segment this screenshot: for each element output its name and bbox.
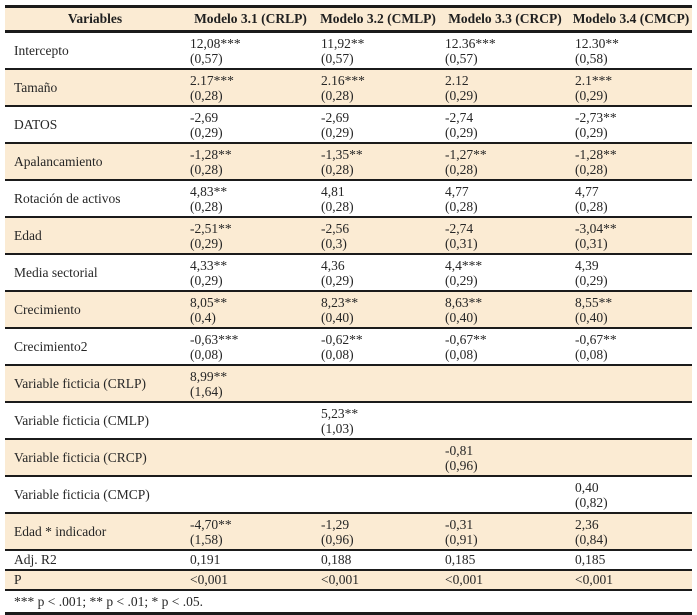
regression-table [5,5,692,615]
coefficient-cell [570,180,692,217]
coefficient-value: 4,4*** [445,257,483,273]
coefficient-cell [185,550,316,570]
standard-error: (0,29) [321,124,354,140]
standard-error: (0,40) [445,309,478,325]
standard-error: (0,31) [575,235,608,251]
coefficient-cell [316,180,440,217]
coefficient-value: -1,35** [321,146,363,162]
coefficient-cell [316,254,440,291]
coefficient-value: 4,36 [321,257,345,273]
coefficient-cell [440,106,570,143]
coefficient-cell [185,106,316,143]
table-row [5,254,692,291]
standard-error: (0,4) [190,309,216,325]
standard-error: (0,29) [445,272,478,288]
standard-error: (0,29) [190,272,223,288]
coefficient-value: 4,77 [445,183,469,199]
coefficient-cell [316,513,440,550]
coefficient-value: -3,04** [575,220,617,236]
coefficient-cell [570,254,692,291]
table-row [5,476,692,513]
variable-label: Variable ficticia (CRCP) [14,450,147,465]
table-row [5,570,692,590]
coefficient-value: <0,001 [445,572,483,587]
coefficient-cell [570,402,692,439]
coefficient-cell [185,365,316,402]
coefficient-cell [440,143,570,180]
header-row [5,7,692,32]
coefficient-cell [316,217,440,254]
standard-error: (0,31) [445,235,478,251]
column-header-modelo-3-1: Modelo 3.1 (CRLP) [185,7,316,32]
table-body [5,32,692,591]
footnote-row [5,590,692,614]
coefficient-value: <0,001 [575,572,613,587]
coefficient-value: -0,67** [445,331,487,347]
coefficient-value: -0,81 [445,442,474,458]
variable-label: Intercepto [14,43,69,58]
coefficient-cell [570,328,692,365]
coefficient-value: 8,05** [190,294,228,310]
coefficient-cell [440,291,570,328]
coefficient-value: 2.17*** [190,72,234,88]
coefficient-cell [185,291,316,328]
coefficient-cell [316,291,440,328]
coefficient-value: -2,69 [321,109,350,125]
variable-label: Edad [14,228,42,243]
coefficient-value: 4,81 [321,183,345,199]
coefficient-cell [316,550,440,570]
coefficient-cell [316,439,440,476]
coefficient-value: -2,69 [190,109,219,125]
coefficient-value: -0,63*** [190,331,239,347]
coefficient-cell [185,513,316,550]
coefficient-value: 0,40 [575,479,599,495]
coefficient-value: -1,28** [190,146,232,162]
standard-error: (0,08) [190,346,223,362]
coefficient-cell [185,476,316,513]
standard-error: (0,28) [190,161,223,177]
coefficient-cell [440,328,570,365]
table-row [5,402,692,439]
coefficient-cell [570,513,692,550]
standard-error: (1,64) [190,383,223,399]
coefficient-cell [316,570,440,590]
standard-error: (0,28) [321,161,354,177]
column-header-modelo-3-3: Modelo 3.3 (CRCP) [440,7,570,32]
coefficient-cell [185,570,316,590]
coefficient-cell [440,476,570,513]
standard-error: (0,29) [575,272,608,288]
coefficient-cell [440,365,570,402]
coefficient-value: -1,27** [445,146,487,162]
table-row [5,328,692,365]
regression-table-container [5,5,692,615]
coefficient-cell [440,254,570,291]
table-row [5,32,692,70]
coefficient-cell [570,69,692,106]
variable-label: Rotación de activos [14,191,121,206]
coefficient-value: -2,74 [445,220,474,236]
coefficient-value: 0,185 [575,552,606,567]
coefficient-value: -0,31 [445,516,474,532]
standard-error: (0,40) [575,309,608,325]
standard-error: (1,03) [321,420,354,436]
standard-error: (0,08) [321,346,354,362]
coefficient-value: 2.1*** [575,72,613,88]
standard-error: (0,08) [575,346,608,362]
table-row [5,217,692,254]
coefficient-value: 12,08*** [190,35,241,51]
variable-label: Crecimiento [14,302,81,317]
coefficient-value: 2,36 [575,516,599,532]
table-row [5,180,692,217]
standard-error: (0,58) [575,50,608,66]
table-row [5,550,692,570]
standard-error: (0,57) [321,50,354,66]
standard-error: (0,28) [445,161,478,177]
table-row [5,291,692,328]
variable-label: Variable ficticia (CMLP) [14,413,149,428]
coefficient-cell [185,180,316,217]
coefficient-value: 2.16*** [321,72,365,88]
coefficient-cell [570,439,692,476]
table-row [5,365,692,402]
coefficient-cell [185,69,316,106]
standard-error: (0,28) [445,198,478,214]
variable-label: Variable ficticia (CMCP) [14,487,150,502]
coefficient-cell [185,402,316,439]
coefficient-value: 8,23** [321,294,359,310]
variable-label: P [14,572,22,587]
coefficient-value: 12.36*** [445,35,496,51]
coefficient-value: 8,63** [445,294,483,310]
coefficient-cell [440,550,570,570]
variable-label: Crecimiento2 [14,339,88,354]
coefficient-cell [440,32,570,70]
coefficient-value: -2,51** [190,220,232,236]
coefficient-cell [570,476,692,513]
coefficient-value: 4,83** [190,183,228,199]
variable-label: Apalancamiento [14,154,103,169]
variable-label: Media sectorial [14,265,98,280]
standard-error: (0,84) [575,531,608,547]
standard-error: (0,29) [445,124,478,140]
coefficient-value: -4,70** [190,516,232,532]
coefficient-cell [316,365,440,402]
coefficient-value: -0,67** [575,331,617,347]
coefficient-cell [570,143,692,180]
coefficient-cell [316,143,440,180]
column-header-modelo-3-2: Modelo 3.2 (CMLP) [316,7,440,32]
coefficient-cell [185,439,316,476]
coefficient-value: 5,23** [321,405,359,421]
coefficient-value: 12.30** [575,35,619,51]
column-header-modelo-3-4: Modelo 3.4 (CMCP) [570,7,692,32]
standard-error: (0,29) [190,124,223,140]
coefficient-value: 0,185 [445,552,476,567]
coefficient-value: 4,39 [575,257,599,273]
column-header-variables: Variables [5,7,185,32]
standard-error: (0,29) [575,87,608,103]
coefficient-cell [185,32,316,70]
standard-error: (0,40) [321,309,354,325]
table-row [5,143,692,180]
coefficient-value: 0,188 [321,552,352,567]
coefficient-cell [185,217,316,254]
coefficient-cell [316,476,440,513]
variable-label: Adj. R2 [14,552,57,567]
coefficient-cell [316,402,440,439]
coefficient-value: 8,99** [190,368,228,384]
standard-error: (0,3) [321,235,347,251]
standard-error: (0,82) [575,494,608,510]
standard-error: (0,28) [321,87,354,103]
coefficient-cell [440,69,570,106]
standard-error: (0,28) [321,198,354,214]
standard-error: (0,28) [575,198,608,214]
coefficient-value: -1,28** [575,146,617,162]
standard-error: (0,57) [190,50,223,66]
standard-error: (0,29) [190,235,223,251]
coefficient-value: -0,62** [321,331,363,347]
standard-error: (0,91) [445,531,478,547]
coefficient-value: 4,77 [575,183,599,199]
table-row [5,439,692,476]
standard-error: (0,08) [445,346,478,362]
coefficient-value: <0,001 [321,572,359,587]
coefficient-value: -2,73** [575,109,617,125]
standard-error: (0,29) [321,272,354,288]
coefficient-cell [570,32,692,70]
coefficient-cell [185,328,316,365]
variable-label: Variable ficticia (CRLP) [14,376,146,391]
coefficient-cell [440,513,570,550]
coefficient-cell [570,291,692,328]
coefficient-value: <0,001 [190,572,228,587]
coefficient-cell [316,328,440,365]
coefficient-cell [570,365,692,402]
table-row [5,69,692,106]
significance-footnote: *** p < .001; ** p < .01; * p < .05. [5,590,692,614]
coefficient-value: -2,56 [321,220,350,236]
coefficient-value: -2,74 [445,109,474,125]
coefficient-cell [440,570,570,590]
coefficient-cell [440,439,570,476]
standard-error: (0,57) [445,50,478,66]
variable-label: Tamaño [14,80,58,95]
table-row [5,106,692,143]
standard-error: (0,28) [190,87,223,103]
variable-label: DATOS [14,117,58,132]
standard-error: (0,28) [575,161,608,177]
table-row [5,513,692,550]
standard-error: (1,58) [190,531,223,547]
coefficient-cell [570,570,692,590]
coefficient-value: 0,191 [190,552,221,567]
coefficient-cell [570,217,692,254]
coefficient-cell [570,550,692,570]
standard-error: (0,96) [321,531,354,547]
coefficient-value: 8,55** [575,294,613,310]
coefficient-value: 4,33** [190,257,228,273]
coefficient-value: 11,92** [321,35,365,51]
coefficient-cell [316,69,440,106]
coefficient-cell [440,402,570,439]
variable-label: Edad * indicador [14,524,107,539]
standard-error: (0,28) [190,198,223,214]
standard-error: (0,96) [445,457,478,473]
coefficient-cell [570,106,692,143]
standard-error: (0,29) [445,87,478,103]
coefficient-cell [316,32,440,70]
coefficient-cell [440,217,570,254]
coefficient-value: -1,29 [321,516,350,532]
coefficient-cell [316,106,440,143]
coefficient-cell [185,143,316,180]
coefficient-cell [185,254,316,291]
coefficient-cell [440,180,570,217]
standard-error: (0,29) [575,124,608,140]
coefficient-value: 2.12 [445,72,469,88]
